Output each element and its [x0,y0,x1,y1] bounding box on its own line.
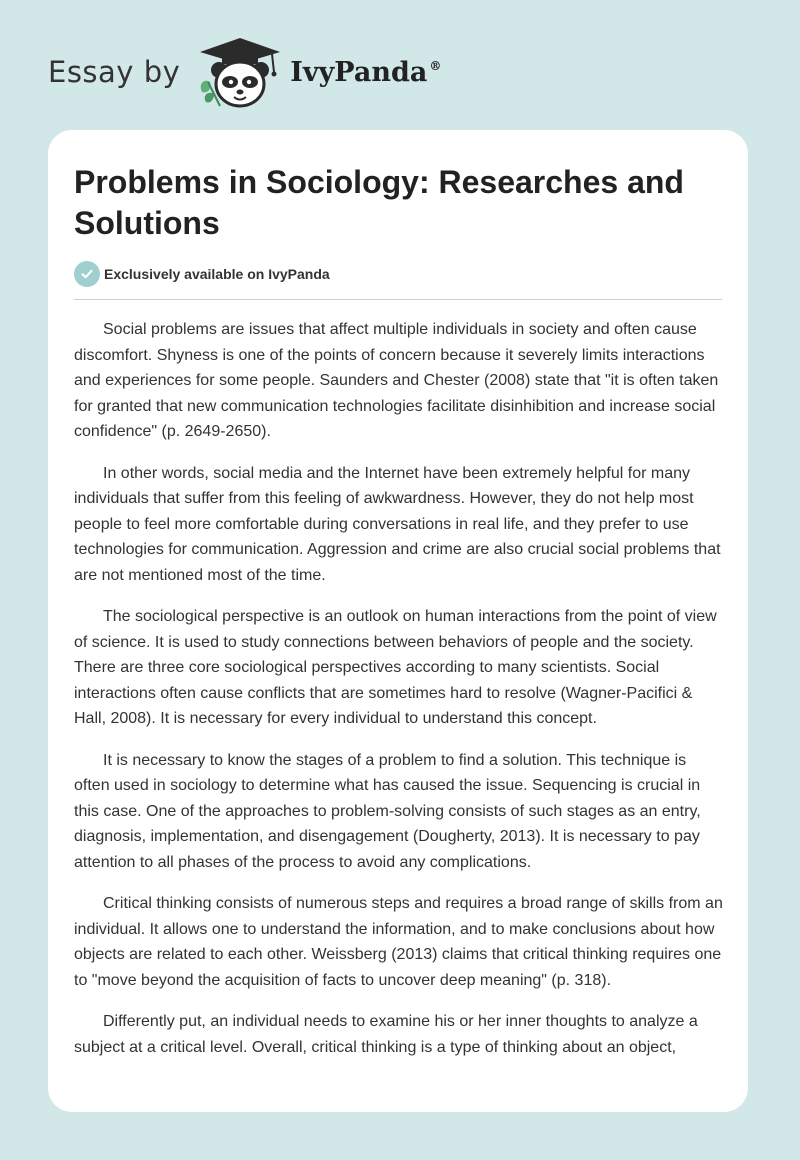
paragraph: The sociological perspective is an outlook on human interactions from the point of view of science. It is used to study connections between behaviors of people and the society. There are three core sociological perspectives according to many scientists. Social interactions often cause conflicts that are sometimes hard to resolve (Wagner-Pacifici & Hall, 2008). It is necessary for every individual to understand this concept. [74,608,717,727]
article-body [74,317,722,1060]
article-card [48,130,748,1112]
check-circle-icon [74,261,100,287]
site-header [48,32,441,112]
article-title: Problems in Sociology: Researches and Solutions [74,164,684,241]
paragraph: In other words, social media and the Internet have been extremely helpful for many individuals that suffer from this feeling of awkwardness. However, they do not help most people to feel more comfortable during conversations in real life, and they prefer to use technologies for communication. Aggression and crime are also crucial social problems that are not mentioned most of the time. [74,464,721,584]
panda-logo-icon[interactable] [194,32,286,112]
paragraph: It is necessary to know the stages of a problem to find a solution. This technique is often used in sociology to determine what has caused the issue. Sequencing is crucial in this case. One of the approaches to problem-solving consists of such stages as an entry, diagnosis, implementation, and disengagement (Dougherty, 2013). It is necessary to pay attention to all phases of the process to avoid any complications. [74,751,701,871]
essay-by-label: Essay by [48,55,181,89]
paragraph: Differently put, an individual needs to examine his or her inner thoughts to analyze a subject at a critical level. Overall, critical thinking is a type of thinking about an object, [74,1013,698,1056]
paragraph: Critical thinking consists of numerous steps and requires a broad range of skills from an individual. It allows one to understand the information, and to make conclusions about how objects are related to each other. Weissberg (2013) claims that critical thinking requires one to "move beyond the acquisition of facts to uncover deep meaning" (p. 318). [74,895,723,989]
brand-name[interactable] [290,57,441,88]
paragraph: Social problems are issues that affect multiple individuals in society and often cause discomfort. Shyness is one of the points of concern because it severely limits interactions and experiences for some people. Saunders and Chester (2008) state that "it is often taken for granted that new communication technologies facilitate disinhibition and increase social confidence" (p. 2649-2650). [74,321,719,440]
registered-mark: ® [429,58,442,73]
exclusive-label: Exclusively available on IvyPanda [104,266,330,282]
brand-name-text: IvyPanda [290,56,428,88]
exclusive-badge [74,261,722,300]
